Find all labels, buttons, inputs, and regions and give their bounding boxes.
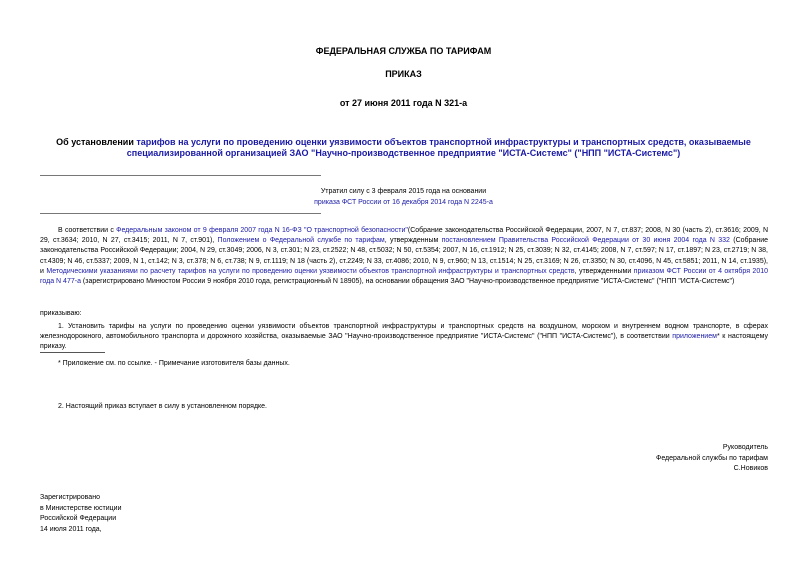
fst-order-link[interactable]: приказом ФСТ России от 4 октября 2010 года N 477-а xyxy=(40,267,769,286)
preamble-paragraph xyxy=(40,226,768,287)
signature-agency: Федеральной службы по тарифам xyxy=(656,454,768,462)
doc-date-number: от 27 июня 2011 года N 321-а xyxy=(339,98,468,108)
preamble-text-2: (Собрание законодательства Российской Федерации, 2007, N 7, ст.837; 2008, N 30 (часть 2), ст.3616; 2009, N 29, ст.3634; 2010, N 27, ст.3415; 2011, N 7, ст.901), xyxy=(40,227,768,245)
doc-type: ПРИКАЗ xyxy=(385,69,422,79)
preamble-text-5: , утвержденными xyxy=(574,267,634,275)
order-word: приказываю: xyxy=(40,310,82,317)
government-decree-link[interactable]: постановлением Правительства Российской Федерации от 30 июня 2004 года N 332 xyxy=(441,237,730,245)
regulation-link[interactable]: Положением о Федеральной службе по тарифам xyxy=(217,237,385,245)
title-prefix: Об установлении xyxy=(56,137,137,147)
title-link[interactable]: тарифов на услуги по проведению оценки уязвимости объектов транспортной инфраструктуры и транспортных средств, оказываемые специализированной организацией ЗАО "Научно-производственное предприятие "ИСТА-Системс" ("НПП "ИСТА-Системс") xyxy=(126,137,751,158)
item-1-text: 1. Установить тарифы на услуги по проведению оценки уязвимости объектов транспортной инфраструктуры и транспортных средств на воздушном, морском и внутреннем водном транспорте, в сферах железнодорожного, автомобильного транспорта и дорожного хозяйства, оказываемые ЗАО "Научно-производственное предприятие "ИСТА-Системс" ("НПП "ИСТА-Системс"), в соответствии xyxy=(40,323,768,341)
registration-block xyxy=(40,493,121,535)
registration-line-1: Зарегистрировано xyxy=(40,494,100,501)
registration-line-3: Российской Федерации xyxy=(40,515,117,522)
expiry-order-link[interactable]: приказа ФСТ России от 16 декабря 2014 года N 2245-а xyxy=(314,199,493,206)
item-1-paragraph xyxy=(40,322,768,353)
item-2-paragraph: 2. Настоящий приказ вступает в силу в установленном порядке. xyxy=(58,403,268,410)
registration-line-4: 14 июля 2011 года, xyxy=(40,525,102,533)
registration-line-2: в Министерстве юстиции xyxy=(40,504,122,512)
preamble-text-4: (Собрание законодательства Российской Федерации; 2004, N 29, ст.3049; 2006, N 3, ст.301; N 23, ст.2522; N 48, ст.5032; N 50, ст.5354; 2007, N 16, ст.1912; N 25, ст.3039; N 32, ст.4145; 2008, N 7, ст.597; N 17, ст.1897; N 23, ст.2719; N 38, ст.4309; N 46, ст.5337; 2009, N 1, ст.142; N 3, ст.378; N 6, ст.738; N 9, ст.1119; N 18 (часть 2), ст.2249; N 33, ст.4086; 2010, N 9, ст.960; N 13, ст.1514; N 25, ст.3169; N 26, ст.3350; N 30, ст.4096, N 45, ст.5851; 2011, N 14, ст.1935), и xyxy=(40,237,768,275)
expiry-note-line: Утратил силу с 3 февраля 2015 года на основании xyxy=(320,188,487,195)
divider-top xyxy=(40,175,321,176)
preamble-text-6: (зарегистрировано Минюстом России 9 ноября 2010 года, регистрационный N 18905), на основании обращения ЗАО "Научно-производственное предприятие "ИСТА-Системс" ("НПП "ИСТА-Системс") xyxy=(80,278,735,286)
footnote-divider xyxy=(40,352,105,353)
expiry-note-link-wrap xyxy=(0,198,807,208)
appendix-link[interactable]: приложением xyxy=(672,333,717,341)
preamble-text-3: , утвержденным xyxy=(384,237,442,245)
footnote: * Приложение см. по ссылке. - Примечание изготовителя базы данных. xyxy=(58,360,290,367)
methodical-guidelines-link[interactable]: Методическими указаниями по расчету тарифов на услуги по проведению оценки уязвимости объектов транспортной инфраструктуры и транспортных средств xyxy=(46,267,575,275)
signature-name: С.Новиков xyxy=(733,465,768,472)
divider-bottom xyxy=(40,213,321,214)
agency-name: ФЕДЕРАЛЬНАЯ СЛУЖБА ПО ТАРИФАМ xyxy=(315,46,492,56)
federal-law-link[interactable]: Федеральным законом от 9 февраля 2007 года N 16-ФЗ "О транспортной безопасности" xyxy=(116,227,408,234)
doc-title xyxy=(40,137,767,159)
signature-block xyxy=(656,443,768,475)
signature-position: Руководитель xyxy=(722,444,768,451)
item-1-tail: * к настоящему приказу. xyxy=(40,333,769,351)
preamble-text-1: В соответствии с xyxy=(58,227,117,234)
